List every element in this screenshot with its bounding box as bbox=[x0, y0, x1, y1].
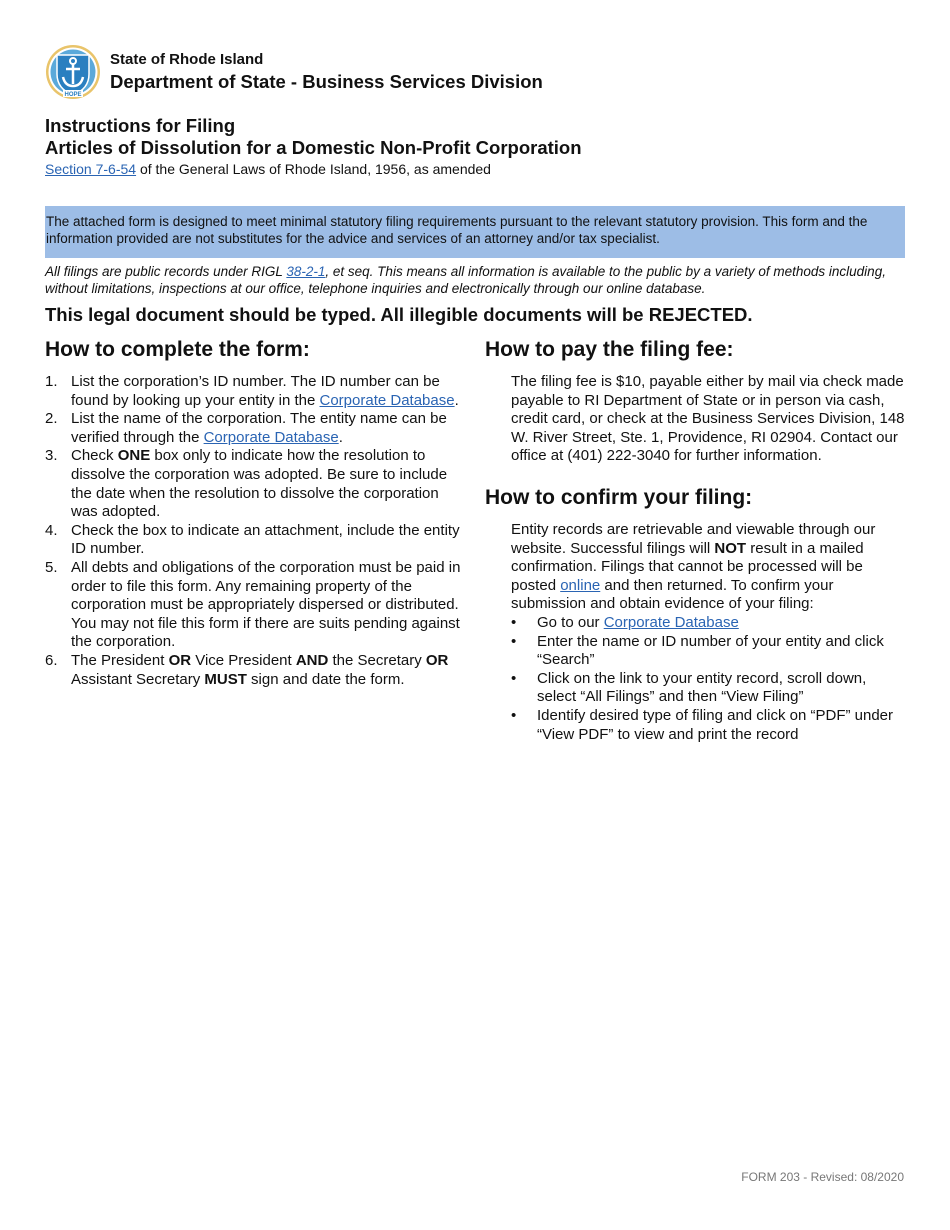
list-item bbox=[45, 410, 465, 447]
seal-motto: HOPE bbox=[64, 92, 82, 98]
department-name: Department of State - Business Services Division bbox=[110, 71, 543, 92]
emphasis: MUST bbox=[204, 670, 247, 688]
bullet-icon: • bbox=[511, 706, 517, 724]
step-text: List the name of the corporation. The entity name can be verified through the bbox=[71, 410, 447, 446]
step-text: Assistant Secretary bbox=[71, 670, 205, 688]
list-item bbox=[45, 652, 465, 689]
step-text: sign and date the form. bbox=[246, 670, 405, 688]
emphasis: OR bbox=[168, 651, 192, 669]
step-text: Check bbox=[71, 447, 118, 465]
confirm-text-part: result in a mailed confirmation. Filings that cannot be processed will be posted bbox=[511, 539, 864, 594]
title-instructions: Instructions for Filing bbox=[45, 115, 236, 136]
bullet-icon: • bbox=[511, 669, 517, 687]
corporate-database-link[interactable]: Corporate Database bbox=[203, 428, 339, 446]
public-records-notice bbox=[45, 263, 905, 297]
org-name-block bbox=[110, 50, 543, 94]
step-text: List the corporation’s ID number. The ID number can be found by looking up your entity in the bbox=[71, 373, 440, 409]
title-form-name: Articles of Dissolution for a Domestic Non-Profit Corporation bbox=[45, 137, 582, 158]
list-item bbox=[45, 559, 465, 652]
emphasis: ONE bbox=[117, 447, 151, 465]
rigl-link[interactable]: 38-2-1 bbox=[286, 264, 326, 279]
confirm-steps-list bbox=[511, 614, 905, 744]
pay-text: The filing fee is $10, payable either by mail via check made payable to RI Department of State or in person via cash, credit card, or check at the Business Services Division, 148 W. River Street, Ste. 1, Providence, RI 02904. Contact our office at (401) 222-3040 for further information. bbox=[511, 373, 905, 465]
step-text: All debts and obligations of the corporation must be paid in order to file this form. Any remaining property of the corporation must be appropriately dispersed or distributed. You may not file this form if there are suits pending against the corporation. bbox=[71, 558, 461, 651]
form-revision-footer: FORM 203 - Revised: 08/2020 bbox=[741, 1170, 904, 1184]
bullet-text: Enter the name or ID number of your entity and click “Search” bbox=[537, 632, 884, 669]
step-text: box only to indicate how the resolution to dissolve the corporation was adopted. Be sure to include the date when the resolution to dissolve the corporation was adopted. bbox=[71, 447, 448, 521]
complete-heading: How to complete the form: bbox=[45, 338, 310, 361]
list-item bbox=[45, 373, 465, 410]
statute-text: of the General Laws of Rhode Island, 1956, as amended bbox=[136, 161, 491, 177]
corporate-database-link[interactable]: Corporate Database bbox=[603, 613, 739, 631]
list-item bbox=[45, 447, 465, 521]
bullet-text: Click on the link to your entity record, scroll down, select “All Filings” and then “View Filing” bbox=[537, 669, 867, 706]
step-end: . bbox=[338, 428, 343, 446]
emphasis: NOT bbox=[714, 539, 747, 557]
bullet-icon: • bbox=[511, 613, 517, 631]
disclaimer-banner: The attached form is designed to meet minimal statutory filing requirements pursuant to the relevant statutory provision. This form and the information provided are not substitutes for the advice and services of an attorney and/or tax specialist. bbox=[45, 206, 905, 258]
list-item bbox=[511, 614, 905, 633]
corporate-database-link[interactable]: Corporate Database bbox=[319, 391, 455, 409]
pay-heading: How to pay the filing fee: bbox=[485, 338, 734, 361]
list-item bbox=[511, 670, 905, 707]
bullet-icon: • bbox=[511, 632, 517, 650]
state-seal-icon bbox=[45, 44, 101, 100]
public-text-before: All filings are public records under RIGL bbox=[45, 264, 287, 279]
emphasis: OR bbox=[425, 651, 449, 669]
complete-steps-list bbox=[45, 373, 465, 689]
step-number: 5. bbox=[45, 558, 58, 576]
fee-and-confirm-section bbox=[485, 337, 905, 744]
page-header bbox=[45, 44, 543, 100]
public-text-after: , et seq. This means all information is available to the public by a variety of methods including, without limitations, inspections at our office, telephone inquiries and electronically through our online database. bbox=[45, 264, 886, 296]
step-number: 6. bbox=[45, 651, 58, 669]
step-text: the Secretary bbox=[328, 651, 426, 669]
bullet-text: Identify desired type of filing and click on “PDF” under “View PDF” to view and print the record bbox=[537, 706, 894, 743]
confirm-text bbox=[511, 521, 905, 614]
typed-warning: This legal document should be typed. All illegible documents will be REJECTED. bbox=[45, 304, 753, 325]
step-number: 2. bbox=[45, 410, 58, 428]
document-titles bbox=[45, 115, 905, 179]
list-item bbox=[45, 522, 465, 559]
confirm-heading: How to confirm your filing: bbox=[485, 485, 753, 509]
step-end: . bbox=[454, 391, 459, 409]
step-text: The President bbox=[71, 651, 169, 669]
step-text: Check the box to indicate an attachment, include the entity ID number. bbox=[71, 521, 460, 558]
confirm-text-part: Entity records are retrievable and viewable through our website. Successful filings will bbox=[511, 520, 876, 557]
state-name: State of Rhode Island bbox=[110, 51, 264, 68]
online-link[interactable]: online bbox=[560, 576, 601, 594]
statute-reference bbox=[45, 159, 905, 179]
complete-section bbox=[45, 337, 465, 689]
bullet-text: Go to our bbox=[537, 613, 604, 631]
statute-link[interactable]: Section 7-6-54 bbox=[45, 161, 137, 177]
emphasis: AND bbox=[295, 651, 329, 669]
step-number: 1. bbox=[45, 373, 58, 390]
section-spacer bbox=[485, 466, 905, 485]
step-text: Vice President bbox=[191, 651, 296, 669]
step-number: 3. bbox=[45, 447, 58, 465]
list-item bbox=[511, 707, 905, 744]
list-item bbox=[511, 633, 905, 670]
confirm-text-part: and then returned. To confirm your submission and obtain evidence of your filing: bbox=[511, 576, 834, 613]
step-number: 4. bbox=[45, 521, 58, 539]
